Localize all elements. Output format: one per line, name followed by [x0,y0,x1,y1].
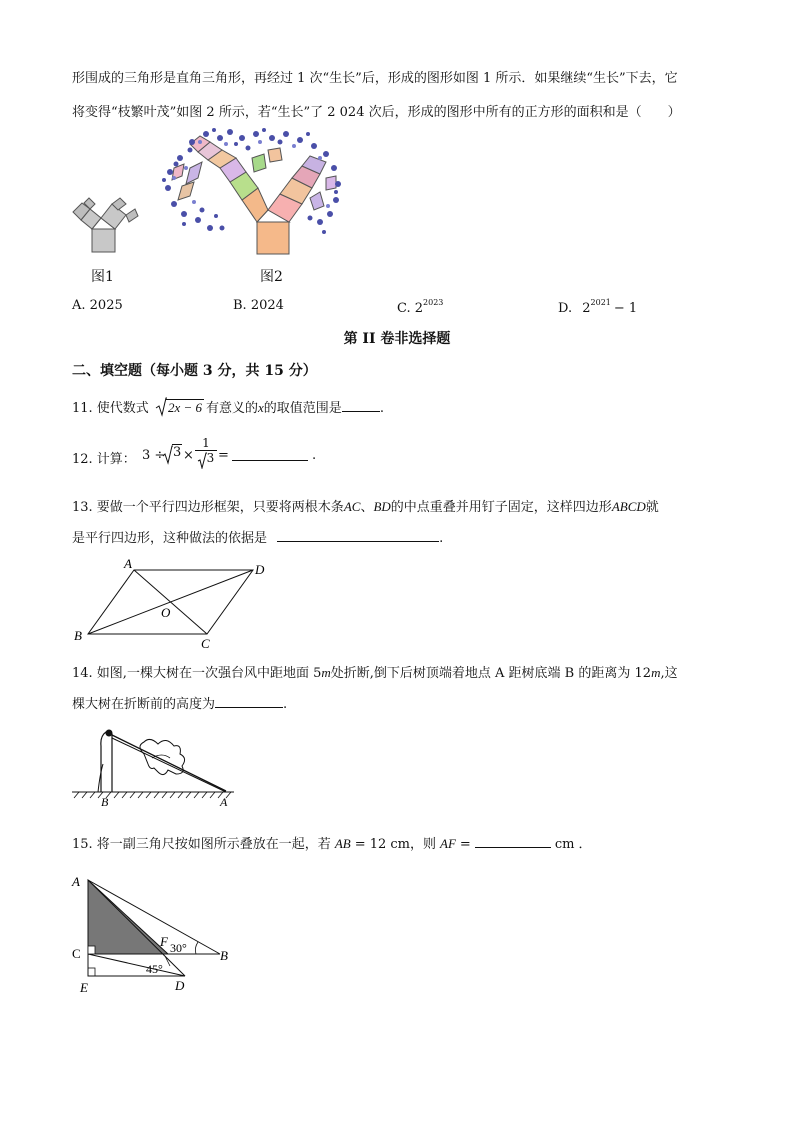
q12-prefix: 12. 计算： [72,452,136,467]
label-a: A [220,795,228,809]
broken-tree-figure [70,724,240,810]
option-d-label: D. [558,301,573,316]
q13-line1: 13. 要做一个平行四边形框架，只要将两根木条AC、BD的中点重叠并用钉子固定，这样四边形ABCD就 [72,499,659,515]
q12-fraction [195,436,217,465]
q14-answer-blank[interactable] [215,695,283,708]
figure-1-caption: 图1 [91,269,114,285]
label-e: E [80,980,88,995]
angle-45-label: 45° [146,962,163,976]
q13-answer-blank[interactable] [277,529,439,542]
radical-sign-icon [155,397,167,417]
radical-sign-icon [162,445,173,465]
question-11 [72,397,384,416]
option-d[interactable] [558,298,637,316]
section2-heading: 二、填空题（每小题 3 分，共 15 分） [72,363,317,379]
option-d-tail: − 1 [613,301,638,316]
q15-answer-blank[interactable] [475,835,551,848]
parallelogram-abcd-figure [70,556,270,652]
q14-line1: 14. 如图,一棵大树在一次强台风中距地面 5m处折断,倒下后树顶端着地点 A 距树底端 B 的距离为 12m,这 [72,665,678,681]
q12-end: . [312,448,317,463]
q10-line1: 形围成的三角形是直角三角形，再经过 1 次“生长”后，形成的图形如图 1 所示．如果继续“生长”下去，它 [72,71,678,86]
q11-answer-blank[interactable] [342,399,380,412]
q11-suffix2: 的取值范围是 [263,401,342,416]
q12-sqrt-3: 3 [162,445,182,460]
figure-2-pythagoras-tree [160,128,342,258]
option-a[interactable]: A. 2025 [72,298,123,313]
label-c: C [201,636,210,651]
label-a: A [72,874,80,889]
label-b: B [101,795,109,809]
figure-1-pythagoras-tree [68,196,144,260]
option-c[interactable] [397,298,443,316]
stacked-set-squares-figure [68,866,238,998]
q13-line2: 是平行四边形，这种做法的依据是 . [72,531,444,546]
radical-sign-icon [197,452,207,469]
q11-end: . [379,401,384,416]
q12-times: × [183,448,194,463]
q12-answer-blank[interactable] [232,448,308,461]
question-15: 15. 将一副三角尺按如图所示叠放在一起，若 AB = 12 cm，则 AF = cm ． [72,836,592,852]
figure-2-caption: 图2 [260,269,283,285]
q11-sqrt [155,400,204,416]
section-title: 第 II 卷非选择题 [343,331,451,347]
label-d: D [175,978,185,993]
option-d-exponent: 2021 [590,298,611,307]
label-f: F [160,934,168,949]
q11-radicand: 2x − 6 [167,400,202,415]
label-o: O [161,605,171,620]
label-a: A [124,556,132,571]
q10-line2: 将变得“枝繁叶茂”如图 2 所示，若“生长”了 2 024 次后，形成的图形中所有的正方形的面积和是（ ） [72,105,681,120]
option-d-base: 2 [582,301,591,316]
label-b: B [74,628,82,643]
q12-denominator: 3 [195,451,217,465]
option-c-exponent: 2023 [423,298,444,307]
option-b[interactable]: B. 2024 [233,298,284,313]
q11-var: x [258,400,264,415]
label-c: C [72,946,81,961]
q12-expr-a: 3 ÷ [142,448,166,463]
label-b: B [220,948,228,963]
q12-numerator: 1 [195,436,217,451]
q11-suffix: 有意义的 [206,401,259,416]
q11-prefix: 11. 使代数式 [72,401,149,416]
angle-30-label: 30° [170,941,187,955]
q12-equals: = [218,448,229,463]
q14-line2: 棵大树在折断前的高度为 . [72,697,288,712]
option-c-base: C. 2 [397,301,424,316]
label-d: D [255,562,265,577]
